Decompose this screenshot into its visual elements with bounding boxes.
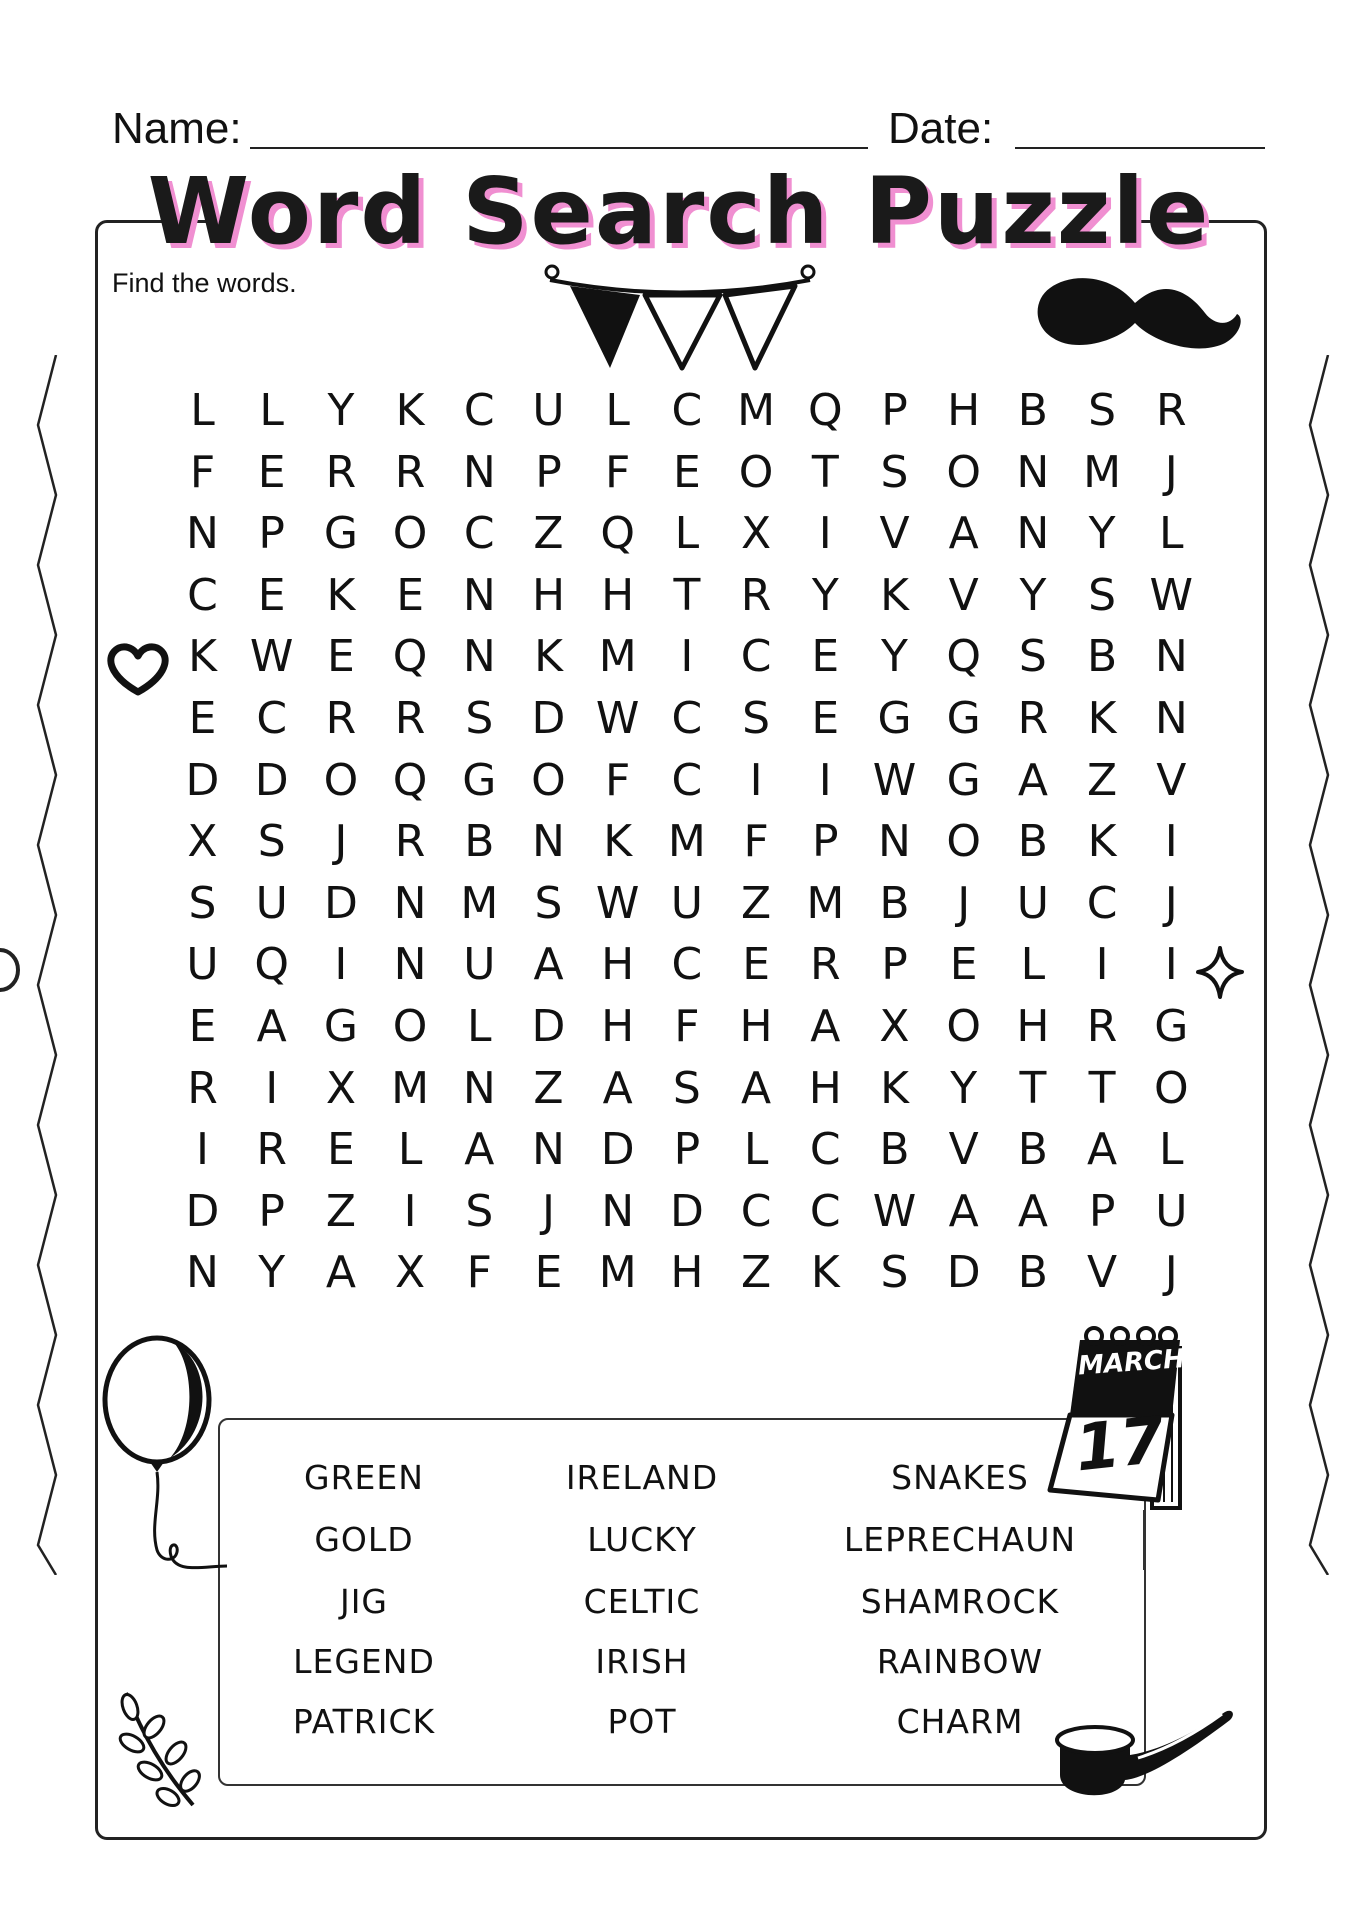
grid-row xyxy=(168,503,1208,565)
word-list-item: SHAMROCK xyxy=(860,1582,1060,1621)
grid-letter[interactable]: Z xyxy=(533,1062,564,1114)
grid-letter[interactable]: R xyxy=(325,446,357,498)
grid-letter[interactable]: X xyxy=(187,816,218,868)
grid-letter[interactable]: C xyxy=(809,1185,841,1237)
grid-letter[interactable]: I xyxy=(1164,816,1178,868)
grid-letter[interactable]: O xyxy=(946,816,981,868)
grid-letter[interactable]: G xyxy=(462,754,497,806)
grid-letter[interactable]: O xyxy=(392,508,428,560)
calendar-day: 17 xyxy=(1071,1403,1169,1487)
grid-letter[interactable]: S xyxy=(465,693,494,744)
date-label: Date: xyxy=(888,104,994,153)
grid-letter[interactable]: J xyxy=(1164,877,1178,929)
grid-letter[interactable]: K xyxy=(1087,693,1117,744)
grid-row xyxy=(168,1058,1208,1120)
grid-letter[interactable]: O xyxy=(946,446,981,498)
word-list-item: IRISH xyxy=(595,1642,689,1681)
grid-letter[interactable]: F xyxy=(466,1247,492,1299)
grid-letter[interactable]: E xyxy=(811,693,840,744)
grid-letter[interactable]: T xyxy=(1088,1062,1116,1114)
word-list-item: RAINBOW xyxy=(876,1642,1044,1681)
grid-letter[interactable]: A xyxy=(1017,1185,1048,1237)
grid-row xyxy=(168,811,1208,873)
grid-letter[interactable]: Q xyxy=(254,939,289,991)
grid-letter[interactable]: C xyxy=(809,1124,841,1176)
word-list-item: GREEN xyxy=(304,1458,424,1497)
grid-letter[interactable]: J xyxy=(542,1185,555,1237)
grid-letter[interactable]: H xyxy=(739,1001,773,1052)
grid-letter[interactable]: N xyxy=(1154,631,1188,683)
grid-letter[interactable]: M xyxy=(737,385,776,436)
grid-letter[interactable]: P xyxy=(812,816,839,868)
grid-letter[interactable]: Y xyxy=(1019,569,1047,621)
grid-row xyxy=(168,1119,1208,1181)
grid-letter[interactable]: R xyxy=(1017,693,1049,744)
grid-letter[interactable]: O xyxy=(946,1001,981,1052)
grid-row xyxy=(168,442,1208,504)
grid-letter[interactable]: U xyxy=(1155,1185,1188,1237)
grid-letter[interactable]: L xyxy=(674,508,700,560)
grid-row xyxy=(168,565,1208,627)
grid-letter[interactable]: G xyxy=(946,693,981,744)
grid-letter[interactable]: L xyxy=(1159,508,1184,560)
grid-letter[interactable]: C xyxy=(671,754,703,806)
grid-letter[interactable]: N xyxy=(1016,446,1050,498)
grid-row xyxy=(168,996,1208,1058)
grid-letter[interactable]: U xyxy=(670,877,703,929)
grid-letter[interactable]: M xyxy=(598,631,637,683)
grid-letter[interactable]: G xyxy=(323,508,358,560)
word-list-item: JIG xyxy=(339,1582,389,1621)
grid-letter[interactable]: C xyxy=(463,385,495,436)
grid-row xyxy=(168,1242,1208,1304)
grid-row xyxy=(168,934,1208,996)
calendar-month: MARCH xyxy=(1077,1344,1186,1382)
grid-letter[interactable]: Z xyxy=(741,877,772,929)
grid-letter[interactable]: L xyxy=(397,1124,423,1176)
grid-letter[interactable]: C xyxy=(256,693,288,744)
grid-letter[interactable]: P xyxy=(673,1124,701,1176)
grid-letter[interactable]: V xyxy=(1156,754,1187,806)
grid-letter[interactable]: I xyxy=(818,508,832,560)
grid-letter[interactable]: K xyxy=(534,631,563,683)
grid-letter[interactable]: D xyxy=(323,877,358,929)
grid-letter[interactable]: B xyxy=(1017,816,1048,868)
grid-letter[interactable]: L xyxy=(743,1124,769,1176)
grid-letter[interactable]: U xyxy=(255,877,288,929)
grid-letter[interactable]: X xyxy=(325,1062,356,1114)
grid-letter[interactable]: X xyxy=(395,1247,426,1299)
date-field[interactable] xyxy=(1015,147,1265,149)
grid-letter[interactable]: R xyxy=(740,569,772,621)
grid-letter[interactable]: I xyxy=(1164,939,1178,991)
grid-letter[interactable]: Z xyxy=(1087,754,1118,806)
grid-letter[interactable]: N xyxy=(393,939,427,991)
grid-letter[interactable]: W xyxy=(872,1185,917,1237)
grid-letter[interactable]: C xyxy=(463,508,495,560)
word-list-item: CELTIC xyxy=(583,1582,701,1621)
name-field[interactable] xyxy=(250,147,868,149)
grid-letter[interactable]: K xyxy=(326,569,356,621)
balloon-icon xyxy=(95,1330,245,1580)
grid-letter[interactable]: A xyxy=(948,1185,979,1237)
grid-letter[interactable]: L xyxy=(259,385,284,436)
grid-letter[interactable]: D xyxy=(254,754,289,806)
grid-letter[interactable]: N xyxy=(462,446,496,498)
grid-letter[interactable]: F xyxy=(189,446,216,498)
grid-letter[interactable]: E xyxy=(534,1247,563,1299)
grid-letter[interactable]: H xyxy=(947,385,981,436)
grid-letter[interactable]: D xyxy=(531,1001,566,1052)
grid-letter[interactable]: K xyxy=(188,631,217,683)
leaf-sprig-icon xyxy=(108,1685,208,1815)
grid-letter[interactable]: H xyxy=(531,569,566,621)
grid-letter[interactable]: F xyxy=(605,754,631,806)
grid-row xyxy=(168,750,1208,812)
bunting-icon xyxy=(530,250,830,380)
word-list-item: SNAKES xyxy=(891,1458,1029,1497)
grid-letter[interactable]: K xyxy=(810,1247,840,1299)
grid-letter[interactable]: P xyxy=(258,508,285,560)
grid-letter[interactable]: Z xyxy=(325,1185,356,1237)
grid-row xyxy=(168,873,1208,935)
name-label: Name: xyxy=(112,104,242,153)
grid-letter[interactable]: V xyxy=(948,1124,979,1176)
grid-letter[interactable]: R xyxy=(325,693,357,744)
grid-letter[interactable]: D xyxy=(600,1124,635,1176)
grid-letter[interactable]: Y xyxy=(950,1062,978,1114)
grid-letter[interactable]: B xyxy=(1017,385,1048,436)
grid-letter[interactable]: J xyxy=(334,816,348,868)
grid-letter[interactable]: H xyxy=(601,1001,635,1052)
grid-letter[interactable]: B xyxy=(464,816,495,868)
grid-letter[interactable]: O xyxy=(531,754,566,806)
grid-letter[interactable]: N xyxy=(878,816,911,868)
grid-letter[interactable]: D xyxy=(531,693,566,744)
instructions: Find the words. xyxy=(112,268,297,298)
grid-letter[interactable]: A xyxy=(602,1062,633,1114)
grid-letter[interactable]: D xyxy=(185,754,220,806)
grid-letter[interactable]: I xyxy=(265,1062,279,1114)
grid-letter[interactable]: U xyxy=(532,385,565,436)
grid-letter[interactable]: S xyxy=(534,877,563,929)
grid-letter[interactable]: X xyxy=(741,508,772,560)
grid-letter[interactable]: Q xyxy=(392,754,428,806)
grid-letter[interactable]: R xyxy=(1086,1001,1118,1052)
grid-letter[interactable]: S xyxy=(1018,631,1047,683)
word-list-item: LEPRECHAUN xyxy=(843,1520,1077,1559)
grid-letter[interactable]: C xyxy=(1086,877,1118,929)
grid-letter[interactable]: B xyxy=(1017,1124,1048,1176)
grid-letter[interactable]: A xyxy=(464,1124,495,1176)
grid-letter[interactable]: B xyxy=(879,1124,910,1176)
grid-letter[interactable]: E xyxy=(672,446,701,498)
grid-letter[interactable]: K xyxy=(880,569,909,621)
grid-letter[interactable]: S xyxy=(188,877,217,929)
grid-letter[interactable]: M xyxy=(391,1062,430,1114)
grid-letter[interactable]: D xyxy=(946,1247,981,1299)
grid-letter[interactable]: S xyxy=(1088,385,1117,436)
grid-letter[interactable]: G xyxy=(946,754,981,806)
grid-letter[interactable]: L xyxy=(467,1001,492,1052)
grid-letter[interactable]: Z xyxy=(533,508,564,560)
grid-letter[interactable]: A xyxy=(1087,1124,1118,1176)
grid-letter[interactable]: R xyxy=(394,446,426,498)
heart-icon xyxy=(103,640,173,700)
grid-letter[interactable]: R xyxy=(394,816,426,868)
grid-letter[interactable]: G xyxy=(877,693,912,744)
grid-letter[interactable]: G xyxy=(323,1001,358,1052)
grid-letter[interactable]: C xyxy=(671,939,703,991)
word-list-item: CHARM xyxy=(896,1702,1024,1741)
grid-letter[interactable]: K xyxy=(1087,816,1117,868)
grid-letter[interactable]: C xyxy=(740,631,772,683)
grid-letter[interactable]: W xyxy=(1149,569,1194,621)
grid-letter[interactable]: B xyxy=(1017,1247,1048,1299)
grid-letter[interactable]: L xyxy=(190,385,215,436)
grid-letter[interactable]: S xyxy=(257,816,286,868)
grid-letter[interactable]: W xyxy=(872,754,917,806)
grid-letter[interactable]: N xyxy=(462,569,496,621)
grid-letter[interactable]: P xyxy=(881,939,908,991)
grid-letter[interactable]: W xyxy=(595,693,640,744)
grid-letter[interactable]: R xyxy=(1156,385,1187,436)
grid-letter[interactable]: N xyxy=(1154,693,1188,744)
pipe-icon xyxy=(1050,1700,1250,1810)
grid-letter[interactable]: M xyxy=(806,877,845,929)
grid-letter[interactable]: E xyxy=(257,446,286,498)
grid-letter[interactable]: K xyxy=(395,385,425,436)
grid-letter[interactable]: S xyxy=(1088,569,1117,621)
grid-letter[interactable]: A xyxy=(325,1247,356,1299)
grid-letter[interactable]: H xyxy=(670,1247,704,1299)
grid-letter[interactable]: P xyxy=(258,1185,285,1237)
grid-letter[interactable]: E xyxy=(188,693,217,744)
grid-letter[interactable]: W xyxy=(249,631,294,683)
grid-letter[interactable]: D xyxy=(185,1185,220,1237)
grid-letter[interactable]: X xyxy=(879,1001,910,1052)
grid-letter[interactable]: N xyxy=(532,816,565,868)
grid-letter[interactable]: I xyxy=(680,631,694,683)
grid-letter[interactable]: T xyxy=(673,569,701,621)
grid-letter[interactable]: S xyxy=(465,1185,494,1237)
grid-letter[interactable]: L xyxy=(605,385,630,436)
grid-letter[interactable]: O xyxy=(323,754,359,806)
grid-letter[interactable]: A xyxy=(810,1001,841,1052)
grid-letter[interactable]: I xyxy=(1095,939,1109,991)
mustache-icon xyxy=(1025,268,1245,368)
grid-letter[interactable]: O xyxy=(392,1001,428,1052)
grid-letter[interactable]: P xyxy=(1088,1185,1116,1237)
grid-letter[interactable]: B xyxy=(879,877,910,929)
grid-letter[interactable]: E xyxy=(949,939,978,991)
grid-letter[interactable]: N xyxy=(186,508,219,560)
word-list-item: GOLD xyxy=(314,1520,414,1559)
grid-letter[interactable]: N xyxy=(601,1185,635,1237)
grid-letter[interactable]: V xyxy=(1087,1247,1118,1299)
grid-letter[interactable]: K xyxy=(880,1062,909,1114)
zigzag-left-decoration xyxy=(30,355,70,1575)
grid-letter[interactable]: Y xyxy=(258,1247,286,1299)
grid-letter[interactable]: D xyxy=(669,1185,704,1237)
grid-letter[interactable]: C xyxy=(671,385,703,436)
grid-letter[interactable]: O xyxy=(1153,1062,1189,1114)
grid-letter[interactable]: R xyxy=(394,693,426,744)
grid-letter[interactable]: Y xyxy=(881,631,908,683)
grid-letter[interactable]: I xyxy=(749,754,763,806)
grid-letter[interactable]: H xyxy=(808,1062,842,1114)
grid-letter[interactable]: O xyxy=(738,446,774,498)
grid-letter[interactable]: U xyxy=(1016,877,1049,929)
grid-letter[interactable]: G xyxy=(1154,1001,1189,1052)
grid-letter[interactable]: N xyxy=(532,1124,565,1176)
grid-letter[interactable]: M xyxy=(460,877,499,929)
grid-letter[interactable]: E xyxy=(188,1001,217,1052)
grid-letter[interactable]: A xyxy=(741,1062,772,1114)
grid-letter[interactable]: R xyxy=(256,1124,287,1176)
grid-letter[interactable]: A xyxy=(256,1001,287,1052)
edge-dot-decoration xyxy=(0,945,20,995)
grid-row xyxy=(168,626,1208,688)
grid-letter[interactable]: H xyxy=(601,939,635,991)
grid-letter[interactable]: N xyxy=(462,1062,496,1114)
calendar-stand-line xyxy=(1140,1510,1150,1570)
grid-row xyxy=(168,688,1208,750)
grid-letter[interactable]: A xyxy=(533,939,564,991)
grid-letter[interactable]: M xyxy=(1083,446,1122,498)
grid-letter[interactable]: L xyxy=(1020,939,1046,991)
grid-letter[interactable]: H xyxy=(1016,1001,1050,1052)
grid-letter[interactable]: Q xyxy=(807,385,843,436)
grid-letter[interactable]: N xyxy=(186,1247,219,1299)
grid-letter[interactable]: M xyxy=(598,1247,637,1299)
grid-letter[interactable]: K xyxy=(603,816,633,868)
grid-letter[interactable]: Q xyxy=(392,631,428,683)
word-list-item: IRELAND xyxy=(565,1458,719,1497)
grid-letter[interactable]: Y xyxy=(327,385,355,436)
grid-letter[interactable]: J xyxy=(1164,1247,1178,1299)
grid-letter[interactable]: M xyxy=(667,816,706,868)
grid-letter[interactable]: E xyxy=(742,939,770,991)
grid-letter[interactable]: R xyxy=(810,939,841,991)
grid-letter[interactable]: S xyxy=(742,693,771,744)
grid-letter[interactable]: A xyxy=(1017,754,1048,806)
page-title: Word Search Puzzle xyxy=(147,158,1211,265)
grid-letter[interactable]: U xyxy=(186,939,219,991)
grid-row xyxy=(168,1181,1208,1243)
grid-letter[interactable]: Q xyxy=(600,508,635,560)
grid-row xyxy=(168,380,1208,442)
grid-letter[interactable]: W xyxy=(595,877,640,929)
grid-letter[interactable]: C xyxy=(740,1185,772,1237)
grid-letter[interactable]: E xyxy=(326,1124,355,1176)
grid-letter[interactable]: A xyxy=(948,508,979,560)
grid-letter[interactable]: F xyxy=(743,816,769,868)
grid-letter[interactable]: P xyxy=(881,385,908,436)
grid-letter[interactable]: F xyxy=(674,1001,700,1052)
grid-letter[interactable]: I xyxy=(334,939,348,991)
grid-letter[interactable]: J xyxy=(1164,446,1178,498)
word-list-item: LUCKY xyxy=(587,1520,697,1559)
grid-letter[interactable]: E xyxy=(396,569,424,621)
word-list-item: PATRICK xyxy=(292,1702,436,1741)
grid-letter[interactable]: Z xyxy=(741,1247,772,1299)
grid-letter[interactable]: S xyxy=(880,1247,909,1299)
grid-letter[interactable]: N xyxy=(1016,508,1050,560)
word-list-item: LEGEND xyxy=(293,1642,435,1681)
grid-letter[interactable]: Q xyxy=(946,631,981,683)
grid-letter[interactable]: N xyxy=(393,877,427,929)
grid-letter[interactable]: T xyxy=(811,446,839,498)
grid-letter[interactable]: I xyxy=(403,1185,417,1237)
grid-letter[interactable]: E xyxy=(257,569,286,621)
grid-letter[interactable]: U xyxy=(463,939,496,991)
grid-letter[interactable]: P xyxy=(535,446,562,498)
grid-letter[interactable]: S xyxy=(880,446,909,498)
grid-letter[interactable]: Y xyxy=(1088,508,1116,560)
grid-letter[interactable]: N xyxy=(462,631,496,683)
grid-letter[interactable]: V xyxy=(879,508,910,560)
grid-letter[interactable]: V xyxy=(948,569,979,621)
grid-letter[interactable]: H xyxy=(601,569,635,621)
grid-letter[interactable]: E xyxy=(811,631,840,683)
grid-letter[interactable]: R xyxy=(187,1062,218,1114)
grid-letter[interactable]: F xyxy=(605,446,631,498)
grid-letter[interactable]: C xyxy=(187,569,218,621)
grid-letter[interactable]: Y xyxy=(811,569,839,621)
grid-letter[interactable]: J xyxy=(957,877,971,929)
grid-letter[interactable]: T xyxy=(1019,1062,1047,1114)
grid-letter[interactable]: L xyxy=(1159,1124,1184,1176)
zigzag-right-decoration xyxy=(1300,355,1340,1575)
grid-letter[interactable]: I xyxy=(196,1124,209,1176)
grid-letter[interactable]: E xyxy=(326,631,355,683)
grid-letter[interactable]: B xyxy=(1087,631,1118,683)
word-list-item: POT xyxy=(607,1702,677,1741)
grid-letter[interactable]: C xyxy=(671,693,703,744)
grid-letter[interactable]: S xyxy=(672,1062,701,1114)
grid-letter[interactable]: I xyxy=(818,754,832,806)
